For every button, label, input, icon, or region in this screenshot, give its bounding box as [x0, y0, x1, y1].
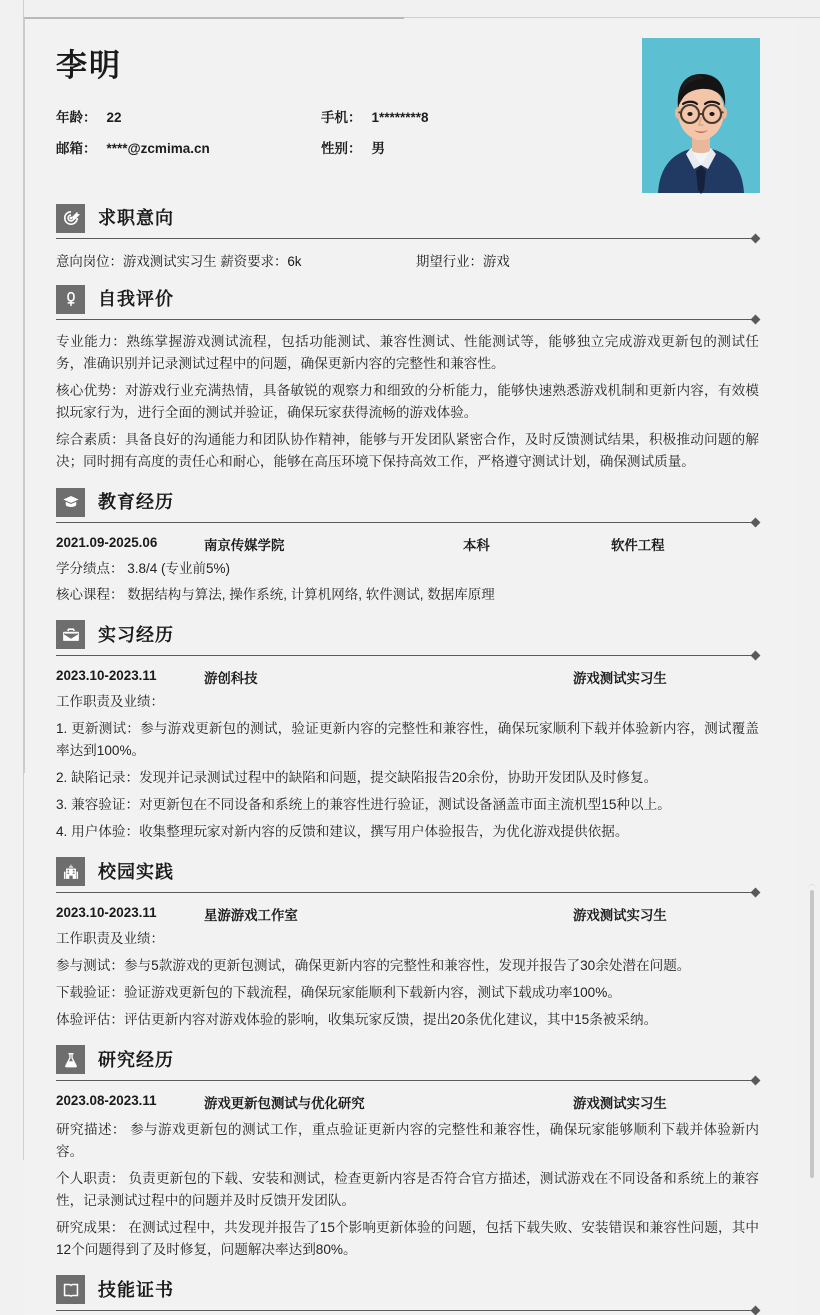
book-icon — [56, 1275, 85, 1304]
resume-page — [25, 19, 795, 1315]
section-divider-self-evaluation — [56, 315, 759, 324]
job-intent-right: 期望行业：游戏 — [416, 254, 510, 269]
education-courses: 核心课程： 数据结构与算法, 操作系统, 计算机网络, 软件测试, 数据库原理 — [56, 586, 495, 602]
section-divider-education — [56, 518, 759, 527]
internship-item: 1. 更新测试：参与游戏更新包的测试，验证更新内容的完整性和兼容性，确保玩家顺利下载并体验新内容，测试覆盖率达到100%。 — [56, 720, 759, 758]
research-entry-row — [56, 1093, 759, 1112]
contact-label-age: 年龄： — [56, 110, 97, 126]
section-header-campus-practice — [56, 857, 759, 887]
internship-entry-row — [56, 668, 759, 687]
section-divider-job-intent — [56, 234, 759, 243]
briefcase-icon — [56, 620, 85, 649]
section-job-intent — [25, 203, 795, 270]
education-date: 2021.09-2025.06 — [56, 535, 158, 551]
contact-info-grid — [56, 106, 596, 157]
internship-subtitle: 工作职责及业绩： — [56, 693, 164, 709]
section-header-skills-certificates — [56, 1275, 759, 1305]
contact-label-email: 邮箱： — [56, 141, 97, 157]
internship-item: 4. 用户体验：收集整理玩家对新内容的反馈和建议，撰写用户体验报告，为优化游戏提供依据。 — [56, 823, 629, 839]
education-degree: 本科 — [463, 538, 490, 554]
research-date: 2023.08-2023.11 — [56, 1092, 157, 1108]
section-title-research: 研究经历 — [98, 1049, 174, 1070]
section-campus-practice — [25, 857, 795, 1031]
graduation-cap-icon — [56, 488, 85, 517]
resume-header — [25, 19, 795, 189]
research-project: 游戏更新包测试与优化研究 — [204, 1095, 365, 1111]
vertical-ruler — [0, 0, 24, 1160]
self-evaluation-paragraph: 核心优势：对游戏行业充满热情，具备敏锐的观察力和细致的分析能力，能够快速熟悉游戏机制和更新内容，有效模拟玩家行为，进行全面的测试并验证，确保玩家获得流畅的游戏体验。 — [56, 383, 759, 421]
campus-building-icon — [56, 857, 85, 886]
section-title-job-intent: 求职意向 — [98, 208, 174, 228]
research-item: 研究成果： 在测试过程中，共发现并报告了15个影响更新体验的问题，包括下载失败、安装错误和兼容性问题，其中12个问题得到了及时修复，问题解决率达到80%。 — [56, 1219, 759, 1257]
section-title-education: 教育经历 — [98, 492, 174, 513]
education-gpa: 学分绩点： 3.8/4 (专业前5%) — [56, 561, 231, 577]
contact-label-gender: 性别： — [321, 141, 362, 157]
internship-company: 游创科技 — [204, 670, 258, 686]
section-education — [25, 487, 795, 606]
section-internship — [25, 620, 795, 843]
section-self-evaluation — [25, 284, 795, 473]
contact-value-gender: 男 — [371, 141, 385, 157]
section-divider-research — [56, 1076, 759, 1085]
internship-role: 游戏测试实习生 — [573, 670, 667, 686]
contact-value-phone: 1********8 — [371, 110, 429, 126]
internship-item: 3. 兼容验证：对更新包在不同设备和系统上的兼容性进行验证，测试设备涵盖市面主流机型15种以上。 — [56, 796, 671, 812]
campus-item: 参与测试：参与5款游戏的更新包测试，确保更新内容的完整性和兼容性，发现并报告了30余处潜在问题。 — [56, 957, 691, 973]
education-entry-row — [56, 535, 759, 554]
campus-item: 下载验证：验证游戏更新包的下载流程，确保玩家能顺利下载新内容，测试下载成功率100%。 — [56, 984, 621, 1000]
section-header-internship — [56, 620, 759, 650]
job-intent-left: 意向岗位：游戏测试实习生 薪资要求：6k — [56, 254, 302, 269]
self-evaluation-paragraph: 综合素质：具备良好的沟通能力和团队协作精神，能够与开发团队紧密合作，及时反馈测试结果，积极推动问题的解决；同时拥有高度的责任心和耐心，能够在高压环境下保持高效工作，严格遵守测试计划，确保测试质量。 — [56, 432, 759, 470]
section-header-self-evaluation — [56, 284, 759, 314]
campus-organization: 星游游戏工作室 — [204, 907, 298, 923]
education-school: 南京传媒学院 — [204, 538, 285, 554]
campus-date: 2023.10-2023.11 — [56, 904, 157, 920]
section-title-campus-practice: 校园实践 — [98, 861, 174, 882]
internship-item: 2. 缺陷记录：发现并记录测试过程中的缺陷和问题，提交缺陷报告20余份，协助开发团队及时修复。 — [56, 769, 658, 785]
candidate-photo — [642, 38, 760, 193]
internship-date: 2023.10-2023.11 — [56, 667, 157, 683]
education-major: 软件工程 — [611, 538, 665, 554]
section-skills-certificates — [25, 1275, 795, 1315]
contact-field-age — [56, 106, 321, 126]
flask-icon — [56, 1045, 85, 1074]
section-header-education — [56, 487, 759, 517]
section-header-research — [56, 1045, 759, 1075]
contact-field-gender — [321, 137, 596, 157]
contact-field-email — [56, 137, 321, 157]
research-item: 个人职责： 负责更新包的下载、安装和测试，检查更新内容是否符合官方描述，测试游戏在不同设备和系统上的兼容性，记录测试过程中的问题并及时反馈开发团队。 — [56, 1170, 759, 1208]
self-evaluation-paragraph: 专业能力：熟练掌握游戏测试流程，包括功能测试、兼容性测试、性能测试等，能够独立完成游戏更新包的测试任务，准确识别并记录测试过程中的问题，确保更新内容的完整性和兼容性。 — [56, 334, 759, 372]
horizontal-ruler — [0, 0, 820, 18]
portrait-illustration — [642, 38, 760, 193]
section-divider-skills-certificates — [56, 1306, 759, 1315]
section-divider-campus-practice — [56, 888, 759, 897]
contact-value-age: 22 — [106, 110, 122, 126]
section-title-internship: 实习经历 — [98, 624, 174, 645]
candidate-name: 李明 — [56, 48, 122, 83]
contact-field-phone — [321, 106, 596, 126]
campus-subtitle: 工作职责及业绩： — [56, 930, 164, 946]
section-divider-internship — [56, 651, 759, 660]
research-role: 游戏测试实习生 — [573, 1095, 667, 1111]
target-icon — [56, 204, 85, 233]
contact-label-phone: 手机： — [321, 110, 362, 126]
campus-entry-row — [56, 905, 759, 924]
contact-value-email: ****@zcmima.cn — [106, 141, 210, 157]
job-intent-row — [56, 251, 759, 270]
section-research — [25, 1045, 795, 1261]
campus-item: 体验评估：评估更新内容对游戏体验的影响，收集玩家反馈，提出20条优化建议，其中15条被采纳。 — [56, 1011, 658, 1027]
section-header-job-intent — [56, 203, 759, 233]
badge-icon — [56, 285, 85, 314]
section-title-skills-certificates: 技能证书 — [98, 1279, 174, 1300]
section-title-self-evaluation: 自我评价 — [98, 289, 174, 309]
vertical-scrollbar[interactable] — [809, 18, 818, 1160]
scrollbar-thumb[interactable] — [810, 890, 814, 1178]
campus-role: 游戏测试实习生 — [573, 907, 667, 923]
research-item: 研究描述： 参与游戏更新包的测试工作，重点验证更新内容的完整性和兼容性，确保玩家能够顺利下载并体验新内容。 — [56, 1121, 759, 1159]
